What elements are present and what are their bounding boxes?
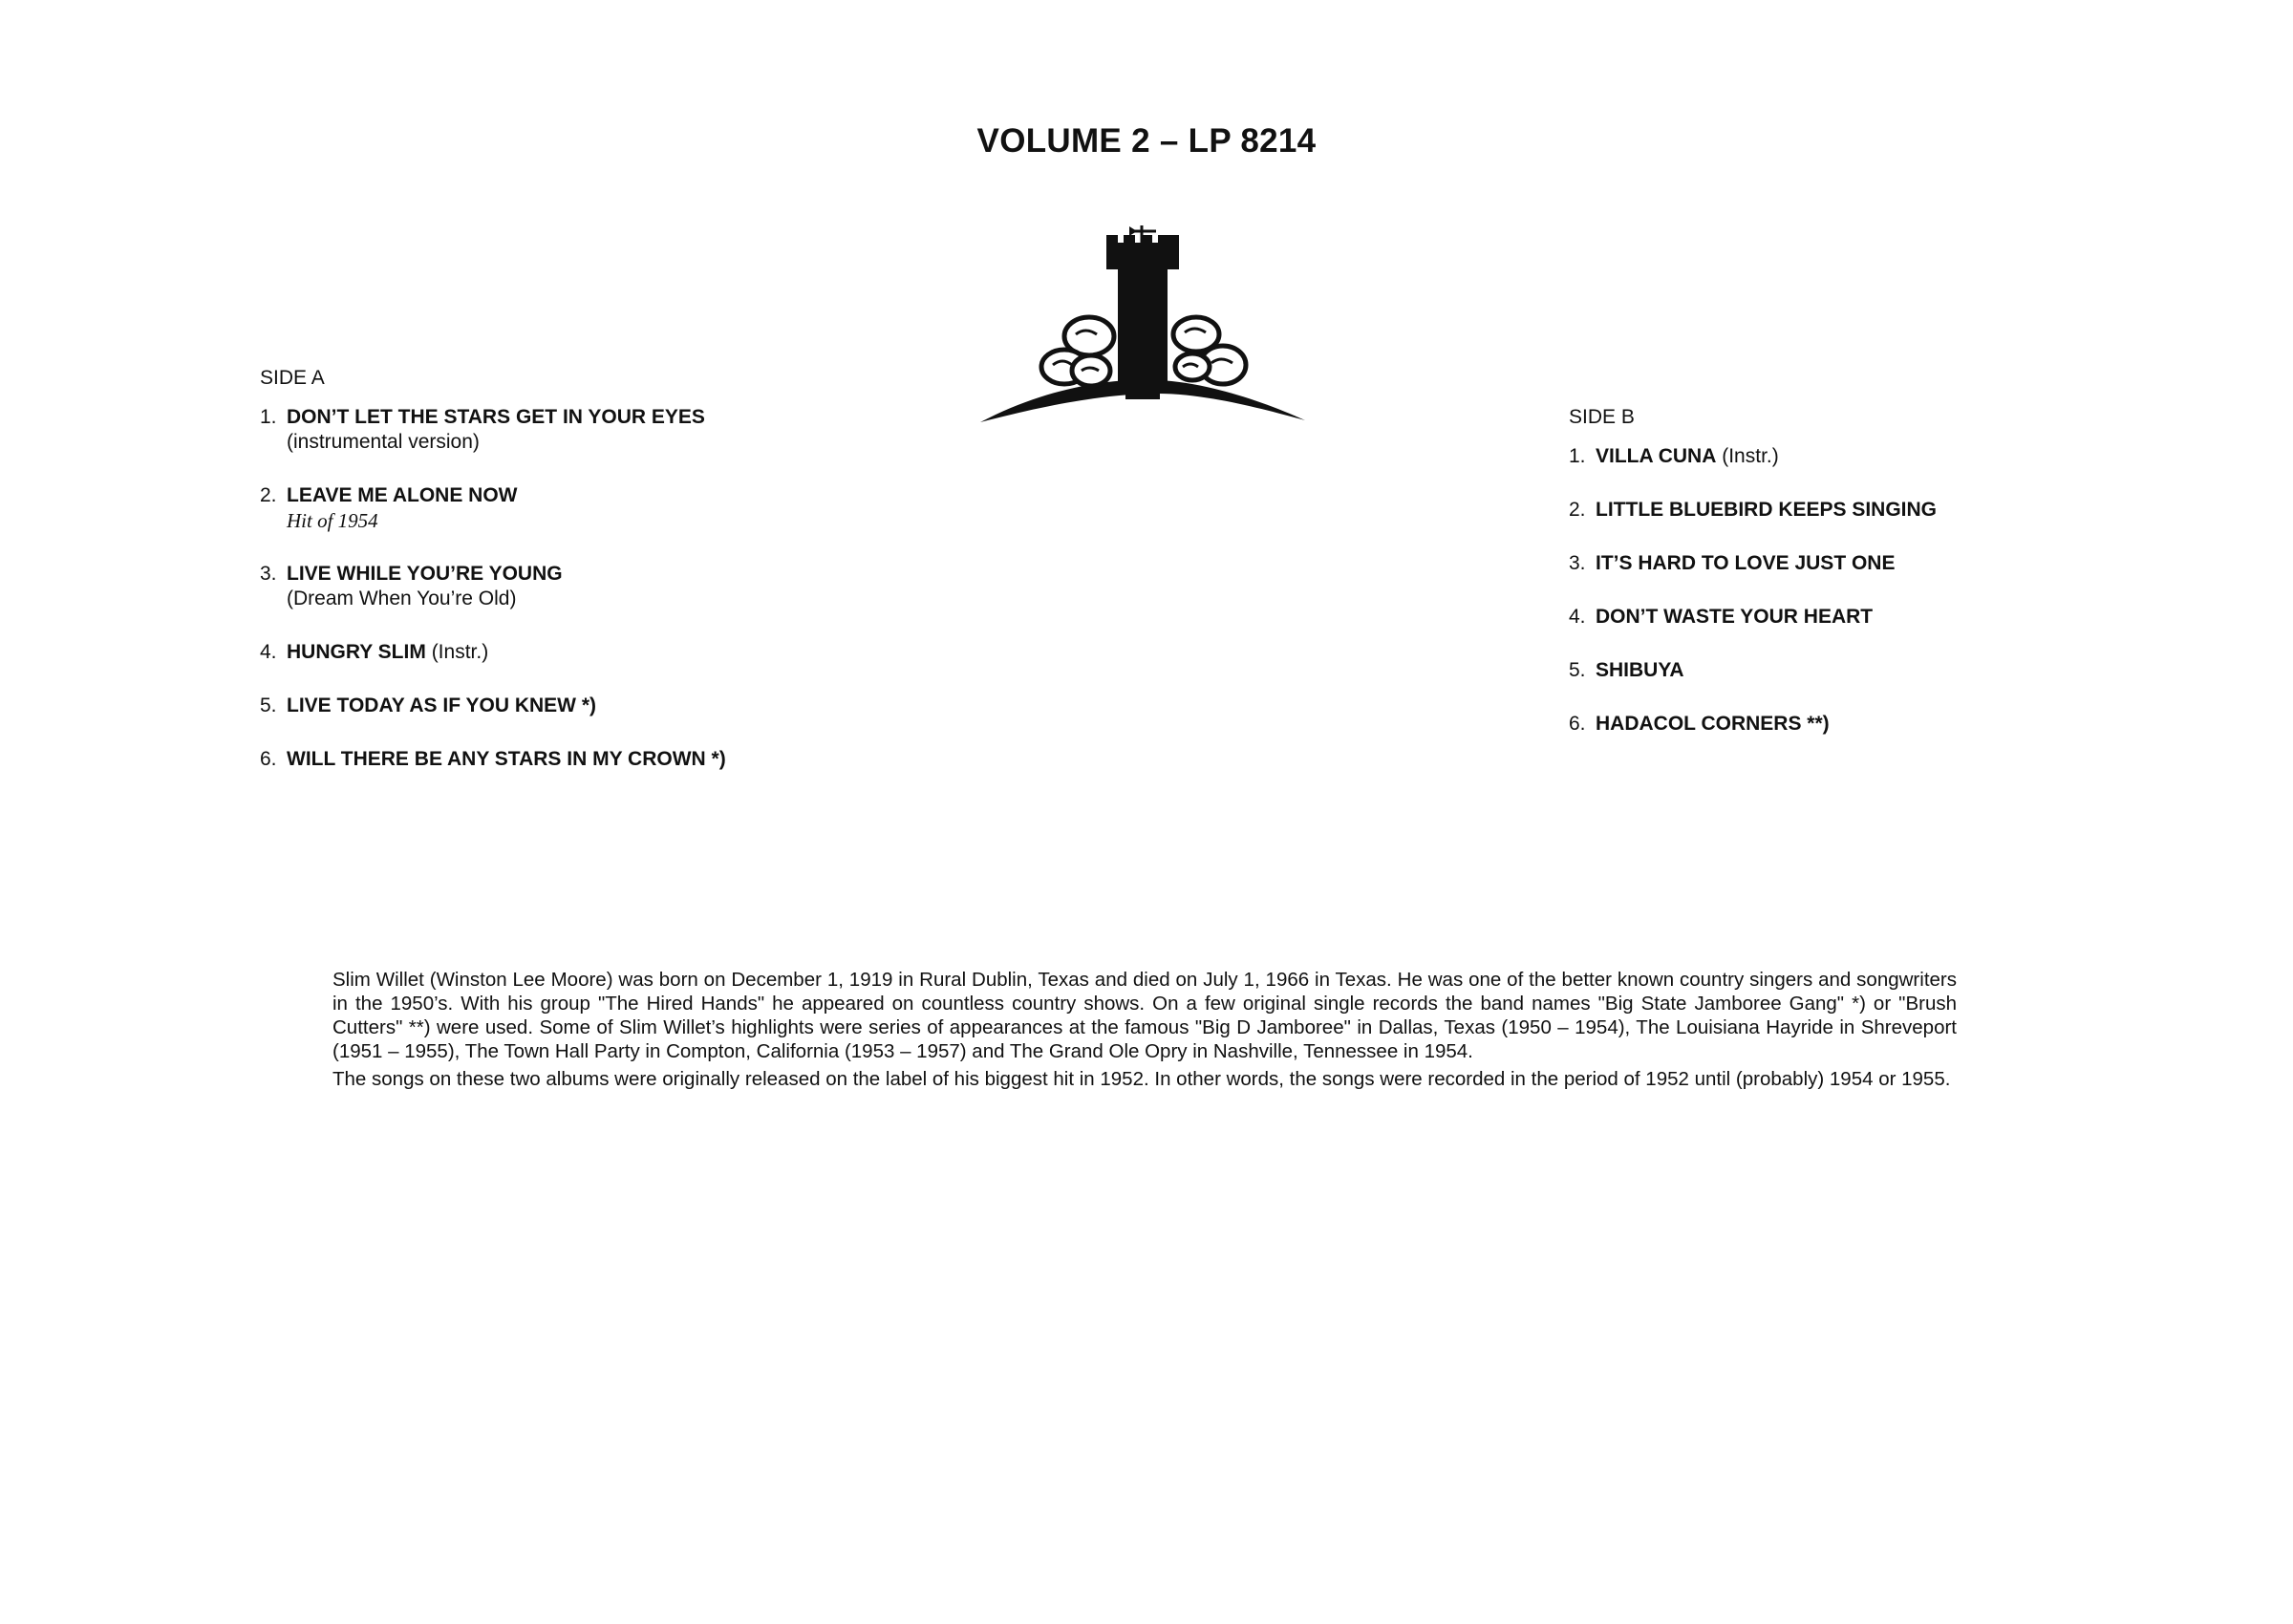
album-title: VOLUME 2 – LP 8214	[976, 122, 1317, 160]
track-title: IT’S HARD TO LOVE JUST ONE	[1596, 552, 1896, 574]
track-item	[260, 405, 726, 455]
track-item	[1569, 551, 1937, 576]
track-title: HUNGRY SLIM	[287, 641, 426, 663]
track-title: VILLA CUNA	[1596, 445, 1717, 467]
track-number: 5.	[260, 694, 277, 716]
castle-tower-on-hill-logo	[976, 222, 1307, 428]
track-number: 6.	[1569, 713, 1586, 735]
side-b-tracklist	[1569, 405, 1937, 765]
track-number: 3.	[1569, 552, 1586, 574]
biography-paragraph: The songs on these two albums were originally released on the label of his biggest hit in 1952. In other words, the songs were recorded in the period of 1952 until (probably) 1954 or 1955.	[332, 1068, 1951, 1090]
track-item	[1569, 444, 1937, 469]
right-trees-icon	[1173, 317, 1246, 384]
biography-paragraph: Slim Willet (Winston Lee Moore) was born on December 1, 1919 in Rural Dublin, Texas and died on July 1, 1966 in Texas. He was one of the better known country singers and songwriters in the 1950’s. With his group "The Hired Hands" he appeared on countless country shows. On a few original single records the band names "Big State Jamboree Gang" *) or "Brush Cutters" **) were used. Some of Slim Willet’s highlights were series of appearances at the famous "Big D Jamboree" in Dallas, Texas (1950 – 1954), The Louisiana Hayride in Shreveport (1951 – 1955), The Town Hall Party in Compton, California (1953 – 1957) and The Grand Ole Opry in Nashville, Tennessee in 1954.	[332, 969, 1957, 1062]
track-inline-note: (Instr.)	[431, 641, 489, 663]
track-title: LEAVE ME ALONE NOW	[287, 484, 518, 506]
biography-text	[332, 968, 1957, 1095]
tower-icon	[1106, 235, 1179, 399]
track-number: 1.	[1569, 445, 1586, 467]
track-number: 2.	[260, 484, 277, 506]
track-title: HADACOL CORNERS **)	[1596, 713, 1830, 735]
track-item	[1569, 712, 1937, 737]
side-a-heading: SIDE A	[260, 367, 325, 389]
track-item	[260, 483, 726, 533]
track-item	[260, 640, 726, 665]
track-subtitle: Hit of 1954	[287, 509, 378, 532]
track-number: 6.	[260, 748, 277, 770]
track-subtitle: (instrumental version)	[287, 431, 480, 453]
track-title: DON’T LET THE STARS GET IN YOUR EYES	[287, 406, 705, 428]
side-b-heading: SIDE B	[1569, 406, 1635, 428]
track-number: 1.	[260, 406, 277, 428]
track-title: DON’T WASTE YOUR HEART	[1596, 606, 1874, 628]
track-number: 5.	[1569, 659, 1586, 681]
track-title: LIVE WHILE YOU’RE YOUNG	[287, 563, 563, 585]
track-number: 2.	[1569, 499, 1586, 521]
track-title: LIVE TODAY AS IF YOU KNEW *)	[287, 694, 597, 716]
track-item	[1569, 658, 1937, 683]
track-inline-note: (Instr.)	[1722, 445, 1779, 467]
side-a-tracklist	[260, 366, 726, 801]
track-title: LITTLE BLUEBIRD KEEPS SINGING	[1596, 499, 1938, 521]
track-number: 3.	[260, 563, 277, 585]
track-item	[1569, 605, 1937, 630]
track-subtitle: (Dream When You’re Old)	[287, 588, 517, 609]
track-title: WILL THERE BE ANY STARS IN MY CROWN *)	[287, 748, 726, 770]
track-title: SHIBUYA	[1596, 659, 1684, 681]
track-number: 4.	[260, 641, 277, 663]
track-item	[260, 747, 726, 772]
track-item	[1569, 498, 1937, 523]
track-number: 4.	[1569, 606, 1586, 628]
left-trees-icon	[1041, 317, 1114, 386]
track-item	[260, 562, 726, 611]
track-item	[260, 694, 726, 718]
